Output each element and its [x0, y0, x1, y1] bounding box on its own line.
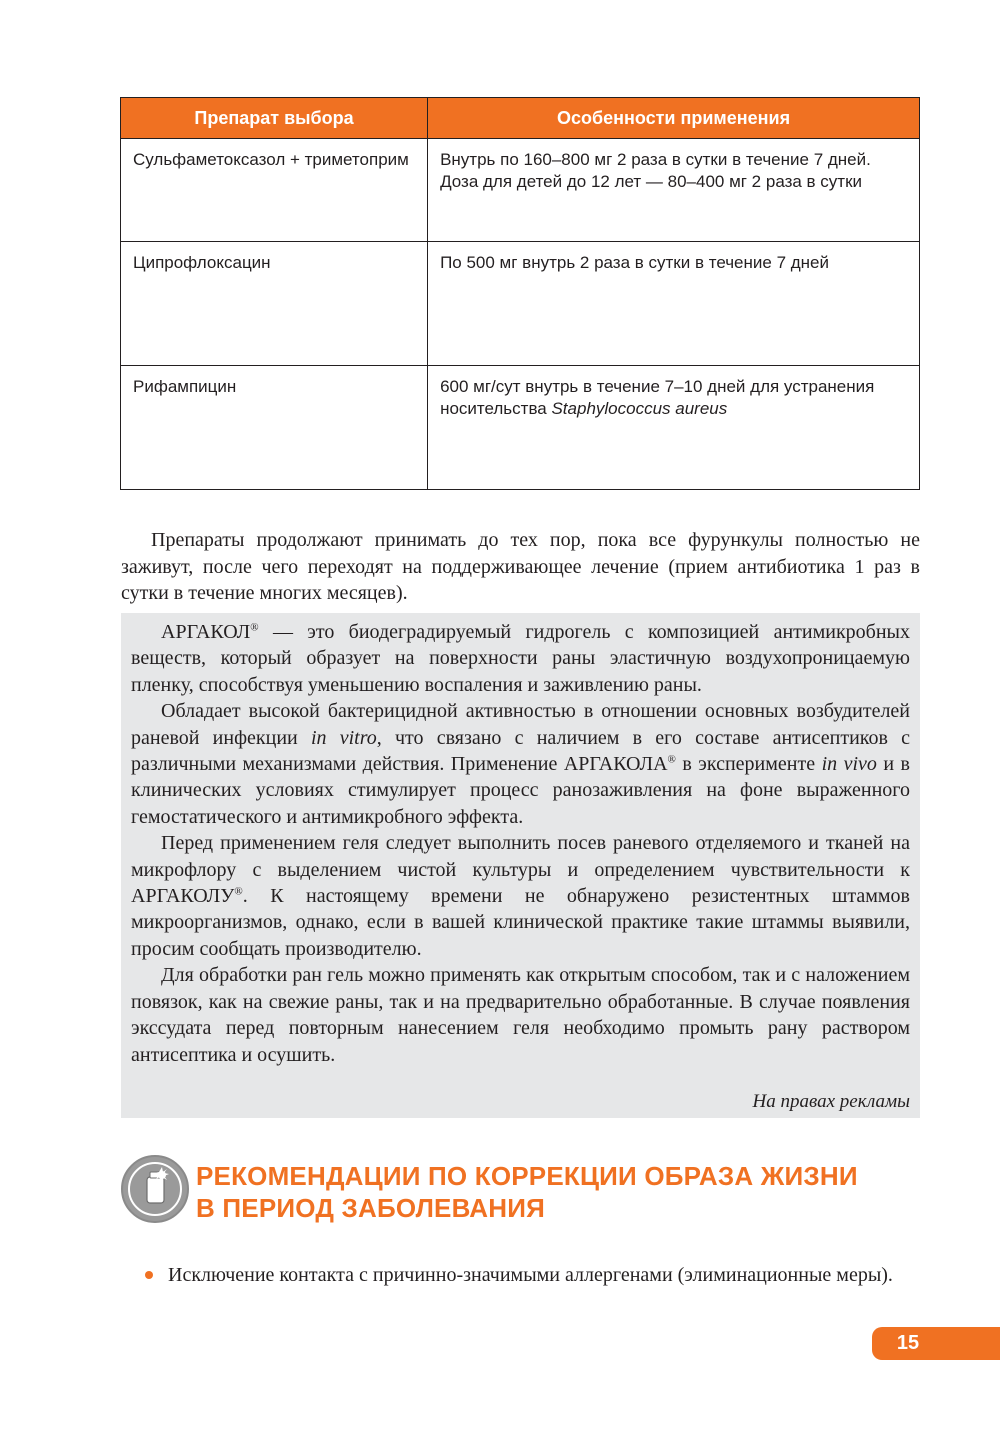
brand-name: АРГАКОЛ — [161, 621, 251, 643]
list-item-text: Исключение контакта с причинно-значимыми аллергенами (элиминационные меры). — [168, 1264, 893, 1286]
bullet-icon — [145, 1271, 153, 1279]
species-name: Staphylococcus aureus — [551, 399, 728, 418]
ad-text: и в клинических условиях стимулирует процесс ранозаживления на фоне выраженного гемостатического и антимикробного эффекта. — [131, 753, 910, 828]
ad-term: in vivo — [821, 753, 877, 776]
table-header-drug: Препарат выбора — [121, 98, 428, 139]
table-cell-usage — [428, 139, 920, 242]
ad-paragraph — [131, 619, 910, 698]
table-cell-drug: Рифампицин — [121, 366, 428, 490]
table-row — [121, 139, 920, 242]
advertisement-text — [131, 619, 910, 1068]
registered-mark: ® — [250, 621, 259, 634]
page-number: 15 — [896, 1332, 920, 1354]
section-title-line: РЕКОМЕНДАЦИИ ПО КОРРЕКЦИИ ОБРАЗА ЖИЗНИ — [196, 1161, 858, 1191]
ad-paragraph: Для обработки ран гель можно применять как открытым способом, так и с наложением повязок, как на свежие раны, так и на предварительно обработанные. В случае появления экссудата перед повторным нанесением геля необходимо промыть рану раствором антисептика и осушить. — [131, 964, 910, 1066]
list-item — [146, 1262, 920, 1289]
table-cell-drug: Ципрофлоксацин — [121, 242, 428, 366]
table-cell-usage — [428, 366, 920, 490]
drug-table — [120, 97, 920, 490]
ad-paragraph — [131, 830, 910, 962]
usage-line: Доза для детей до 12 лет — 80–400 мг 2 раза в сутки — [440, 172, 863, 191]
usage-line: 600 мг/сут внутрь в течение 7–10 дней для устранения — [440, 377, 875, 396]
ad-paragraph — [131, 698, 910, 830]
table-header-usage: Особенности применения — [428, 98, 920, 139]
lifestyle-icon-glyph — [121, 1155, 189, 1223]
section-title-line: В ПЕРИОД ЗАБОЛЕВАНИЯ — [196, 1193, 546, 1223]
table-cell-usage — [428, 242, 920, 366]
advertising-note: На правах рекламы — [752, 1091, 910, 1112]
registered-mark: ® — [667, 753, 676, 766]
ad-text: Перед применением геля следует выполнить посев раневого отделяемого и тканей на микрофлору с выделением чистой культуры и определением чувствительности к АРГАКОЛУ — [131, 832, 910, 908]
usage-line: Внутрь по 160–800 мг 2 раза в сутки в течение 7 дней. — [440, 150, 871, 169]
ad-text: . К настоящему времени не обнаружено резистентных штаммов микроорганизмов, однако, если в вашей клинической практике такие штаммы выявили, просим сообщать производителю. — [131, 885, 910, 960]
table-row — [121, 366, 920, 490]
usage-line: По 500 мг внутрь 2 раза в сутки в течение 7 дней — [440, 253, 830, 272]
table-header-row — [121, 98, 920, 139]
usage-text: носительства — [440, 399, 552, 418]
advertisement-box — [121, 613, 920, 1118]
ad-text: — это биодеградируемый гидрогель с композицией антимикробных веществ, который образует на поверхности раны эластичную воздухопроницаемую пленку, способствуя уменьшению воспаления и заживлению раны. — [131, 621, 910, 696]
table-cell-drug: Сульфаметоксазол + триметоприм — [121, 139, 428, 242]
ad-term: in vitro — [310, 726, 377, 749]
main-paragraph: Препараты продолжают принимать до тех пор, пока все фурункулы полностью не заживут, после чего переходят на поддерживающее лечение (прием антибиотика 1 раз в сутки в течение многих месяцев). — [121, 529, 920, 604]
ad-text: , что связано с наличием в его составе антисептиков с различными механизмами действия. Применение АРГАКОЛА — [131, 726, 910, 776]
section-title — [196, 1160, 858, 1224]
ad-text: в эксперименте — [675, 753, 822, 776]
lifestyle-icon — [121, 1155, 189, 1223]
ad-text: Обладает высокой бактерицидной активностью в отношении основных возбудителей раневой инфекции — [131, 700, 910, 749]
page-number-tab — [872, 1327, 1000, 1360]
registered-mark: ® — [234, 885, 243, 898]
table-row — [121, 242, 920, 366]
usage-line — [440, 398, 907, 420]
